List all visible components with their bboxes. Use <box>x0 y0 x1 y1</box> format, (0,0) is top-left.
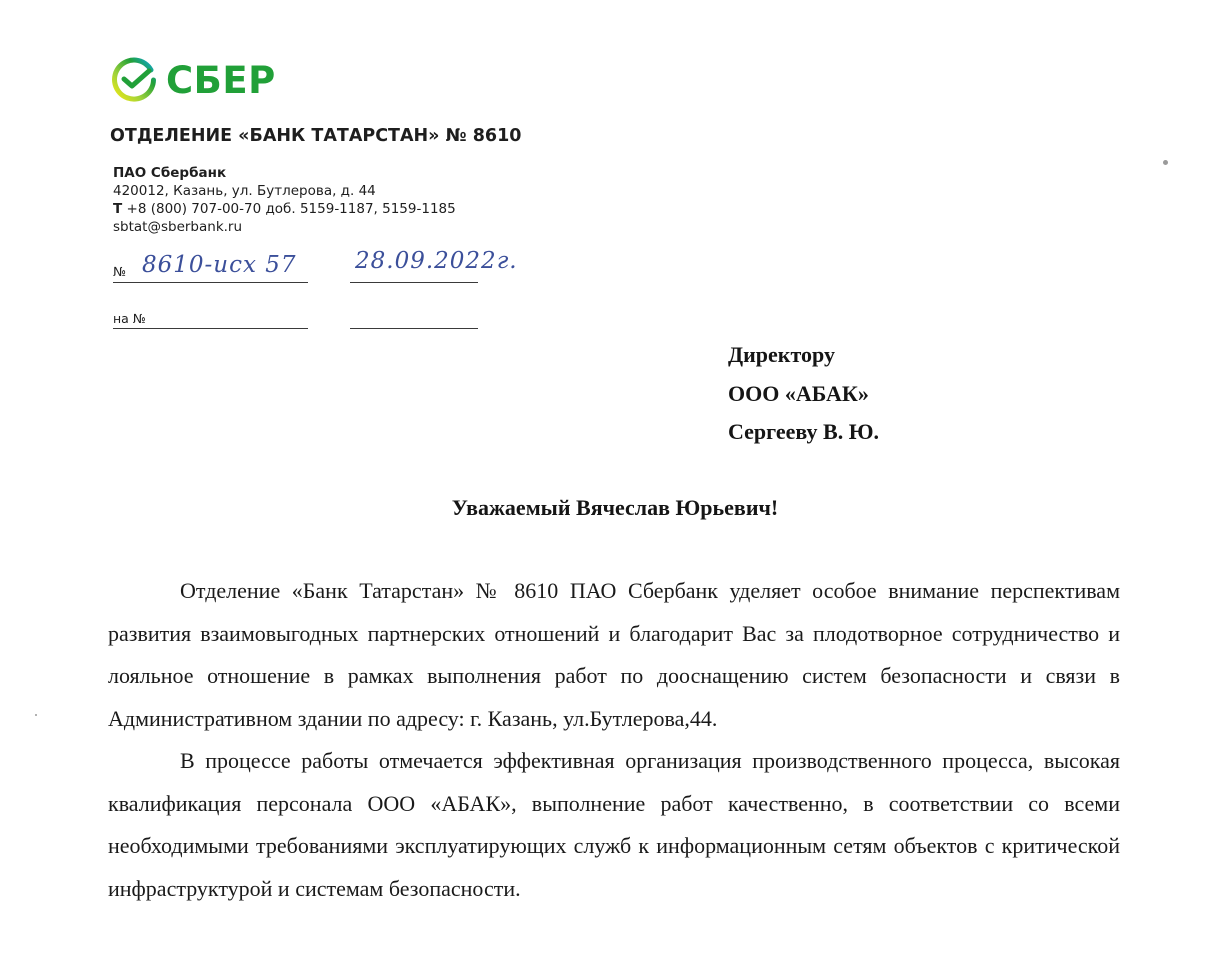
reply-date-line <box>350 328 478 329</box>
contact-block <box>113 164 456 236</box>
outgoing-number-line <box>113 282 308 283</box>
branch-title: ОТДЕЛЕНИЕ «БАНК ТАТАРСТАН» № 8610 <box>110 126 522 146</box>
outgoing-date-handwritten: 28.09.2022г. <box>355 248 518 274</box>
phone-prefix: Т <box>113 201 123 217</box>
body-paragraph-2: В процессе работы отмечается эффективная организация производственного процесса, высокая квалификация персонала ООО «АБАК», выполнение работ качественно, в соответствии со всеми необходимыми требованиями эксплуатирующих служб к информационным сетям объектов с критической инфраструктурой и системам безопасности. <box>108 748 1120 901</box>
org-name: ПАО Сбербанк <box>113 165 227 181</box>
outgoing-number-label: № <box>113 264 127 279</box>
sber-logo-text: СБЕР <box>166 58 276 102</box>
outgoing-number-handwritten: 8610-исх 57 <box>142 252 297 278</box>
reply-number-line <box>113 328 308 329</box>
org-phone <box>113 200 456 218</box>
outgoing-date-line <box>350 282 478 283</box>
salutation: Уважаемый Вячеслав Юрьевич! <box>451 495 779 520</box>
addressee-position: Директору <box>728 342 835 367</box>
org-address: 420012, Казань, ул. Бутлерова, д. 44 <box>113 183 376 199</box>
sber-logo-icon <box>110 56 158 104</box>
sber-logo <box>110 55 276 105</box>
reply-number-label: на № <box>113 311 146 326</box>
body-paragraph-1: Отделение «Банк Татарстан» № 8610 ПАО Сбербанк уделяет особое внимание перспективам развития взаимовыгодных партнерских отношений и благодарит Вас за плодотворное сотрудничество и лояльное отношение в рамках выполнения работ по дооснащению систем безопасности и связи в Административном здании по адресу: г. Казань, ул.Бутлерова,44. <box>108 578 1120 731</box>
scan-speck <box>35 714 37 716</box>
phone-number: +8 (800) 707-00-70 доб. 5159-1187, 5159-1185 <box>126 201 456 217</box>
letter-body <box>108 570 1120 910</box>
org-email: sbtat@sberbank.ru <box>113 219 243 235</box>
addressee-company: ООО «АБАК» <box>728 380 869 406</box>
addressee-name: Сергееву В. Ю. <box>728 419 879 444</box>
scan-speck <box>1163 160 1168 165</box>
addressee-block <box>728 336 879 452</box>
